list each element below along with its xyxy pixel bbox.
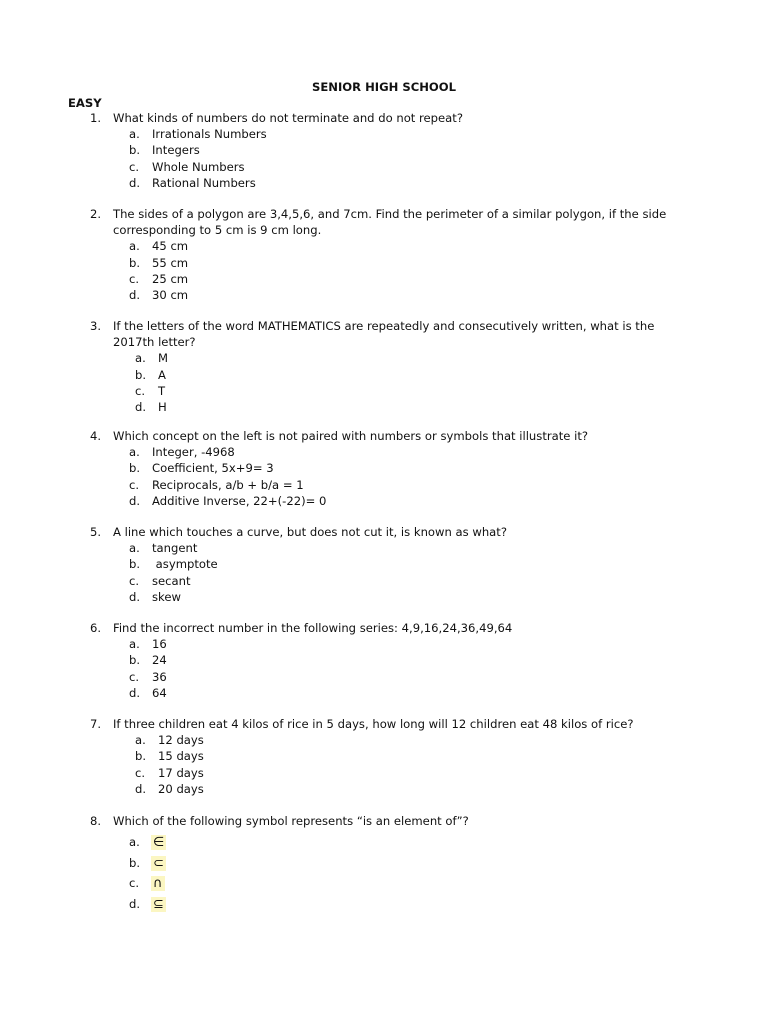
question-4 [0, 428, 768, 509]
option-b: b. Integers [129, 143, 200, 158]
option-a: a. tangent [129, 541, 198, 556]
option-d: d. 64 [129, 685, 167, 700]
option-c: c. ∩ [129, 876, 163, 892]
question-text: Find the incorrect number in the following series: 4,9,16,24,36,49,64 [113, 621, 513, 635]
option-a: a. Integer, -4968 [129, 445, 235, 460]
question-text: The sides of a polygon are 3,4,5,6, and 7cm. Find the perimeter of a similar polygon, if the side [113, 207, 667, 221]
option-d: d. 30 cm [129, 287, 189, 302]
option-d: d. Rational Numbers [129, 175, 256, 190]
option-c: c. secant [129, 573, 191, 588]
question-number: 2. [90, 207, 102, 221]
question-3 [0, 318, 768, 415]
question-number: 6. [90, 621, 102, 635]
question-text-continued: 2017th letter? [113, 335, 196, 350]
option-b: b. 15 days [135, 749, 204, 764]
question-text-continued: corresponding to 5 cm is 9 cm long. [113, 223, 322, 238]
option-b: b. Coefficient, 5x+9= 3 [129, 461, 274, 476]
option-c: c. 25 cm [129, 271, 189, 286]
option-c: c. 17 days [135, 765, 204, 780]
option-d: d. H [135, 399, 167, 414]
question-8 [0, 813, 768, 914]
question-number: 3. [90, 319, 102, 333]
option-c: c. T [135, 383, 166, 398]
question-text: What kinds of numbers do not terminate and do not repeat? [113, 111, 463, 125]
question-number: 1. [90, 111, 102, 125]
option-d: d. Additive Inverse, 22+(-22)= 0 [129, 493, 327, 508]
page-title: SENIOR HIGH SCHOOL [311, 80, 457, 94]
option-a: a. 12 days [135, 733, 204, 748]
question-5 [0, 524, 768, 605]
question-1 [0, 110, 768, 191]
option-b: b. 24 [129, 653, 167, 668]
question-text: If the letters of the word MATHEMATICS are repeatedly and consecutively written, what is the [113, 319, 655, 333]
question-text: If three children eat 4 kilos of rice in 5 days, how long will 12 children eat 48 kilos of rice? [113, 717, 634, 731]
element-of-symbol: ∈ [153, 835, 165, 850]
option-d: d. ⊆ [129, 896, 164, 912]
section-heading: EASY [68, 96, 102, 110]
option-b: b. asymptote [129, 557, 218, 572]
subset-or-equal-symbol: ⊆ [153, 896, 164, 912]
option-a: a. Irrationals Numbers [129, 127, 267, 142]
option-c: c. Whole Numbers [129, 159, 245, 174]
option-c: c. 36 [129, 669, 167, 684]
option-a: a. 45 cm [129, 239, 189, 254]
option-d: d. 20 days [135, 781, 204, 796]
question-2 [0, 206, 768, 303]
subset-symbol: ⊂ [153, 855, 164, 871]
option-a: a. 16 [129, 637, 167, 652]
option-b: b. 55 cm [129, 255, 189, 270]
intersection-symbol: ∩ [153, 876, 163, 892]
option-a: a. ∈ [129, 835, 165, 850]
question-text: Which concept on the left is not paired with numbers or symbols that illustrate it? [113, 429, 589, 443]
question-6 [0, 620, 768, 701]
question-text: A line which touches a curve, but does not cut it, is known as what? [113, 525, 507, 539]
option-b: b. A [135, 367, 166, 382]
question-text: Which of the following symbol represents “is an element of”? [113, 814, 469, 828]
option-c: c. Reciprocals, a/b + b/a = 1 [129, 477, 304, 492]
option-b: b. ⊂ [129, 855, 164, 871]
question-number: 4. [90, 429, 102, 443]
question-number: 7. [90, 717, 102, 731]
option-a: a. M [135, 351, 169, 366]
question-7 [0, 716, 768, 797]
option-d: d. skew [129, 589, 181, 604]
question-number: 5. [90, 525, 102, 539]
question-number: 8. [90, 814, 102, 828]
